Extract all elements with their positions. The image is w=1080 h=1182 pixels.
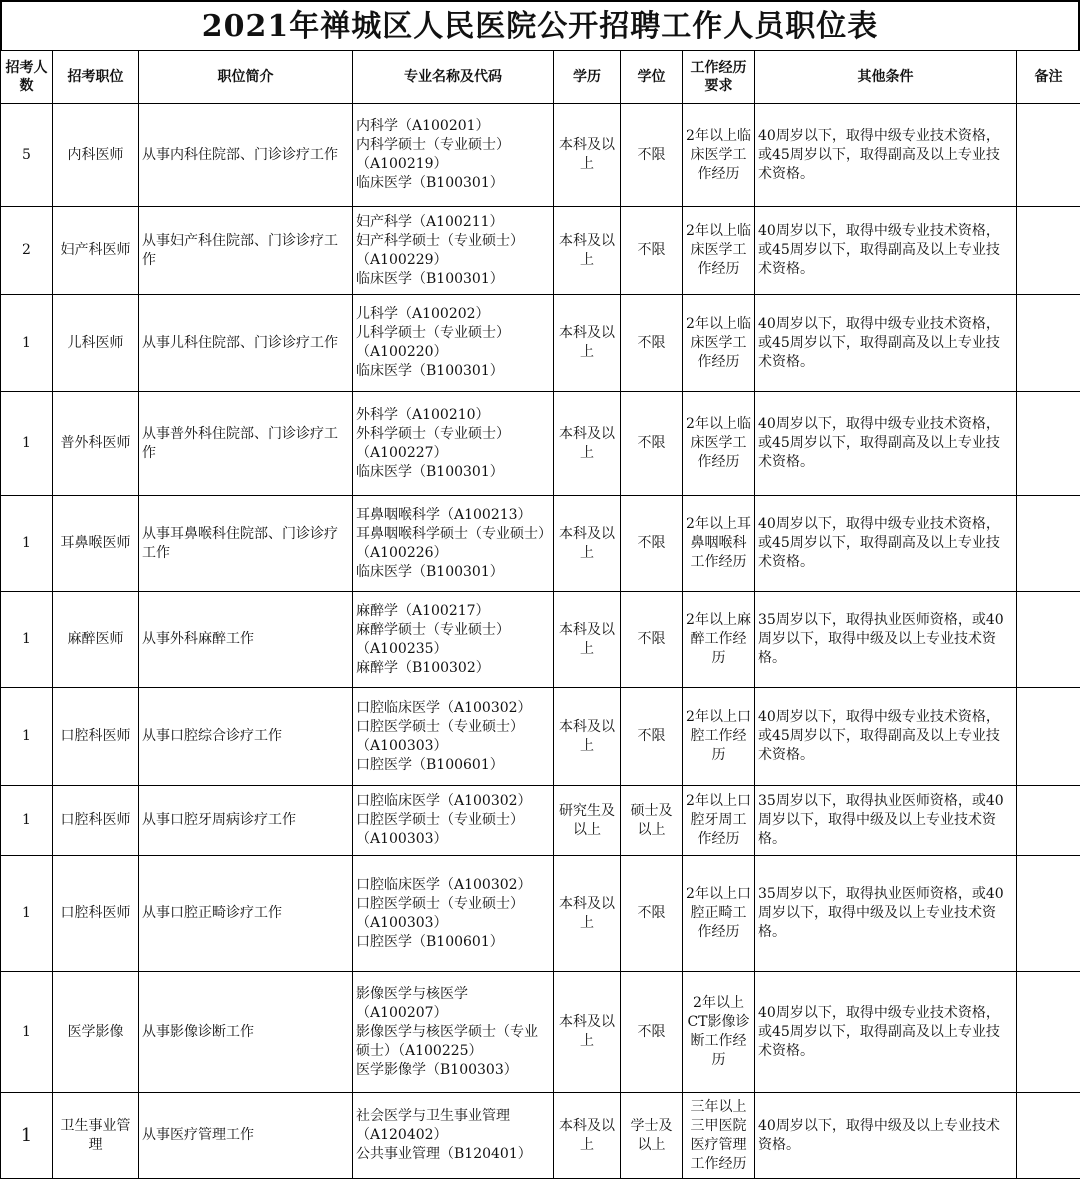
cell-count: 1 (1, 688, 53, 786)
cell-position: 耳鼻喉医师 (53, 496, 139, 592)
cell-major (353, 972, 554, 1093)
cell-degree: 学士及以上 (621, 1093, 683, 1179)
cell-remark (1017, 592, 1080, 688)
table-row (1, 786, 1080, 856)
cell-position: 卫生事业管理 (53, 1093, 139, 1179)
major-item: 口腔临床医学（A100302） (356, 793, 532, 809)
cell-count: 1 (1, 786, 53, 856)
table-row (1, 104, 1080, 207)
table-row (1, 295, 1080, 392)
cell-degree: 不限 (621, 295, 683, 392)
cell-remark (1017, 972, 1080, 1093)
major-item: 外科学硕士（专业硕士）（A100227） (356, 425, 510, 461)
major-item: 临床医学（B100301） (356, 270, 504, 287)
cell-position: 普外科医师 (53, 392, 139, 496)
page-title: 2021年禅城区人民医院公开招聘工作人员职位表 (0, 0, 1080, 50)
cell-remark (1017, 688, 1080, 786)
table-row (1, 592, 1080, 688)
cell-major (353, 688, 554, 786)
major-item: 口腔临床医学（A100302） (356, 699, 532, 716)
cell-desc: 从事儿科住院部、门诊诊疗工作 (139, 295, 353, 392)
cell-desc: 从事妇产科住院部、门诊诊疗工作 (139, 207, 353, 295)
table-row (1, 496, 1080, 592)
cell-other: 40周岁以下，取得中级专业技术资格，或45周岁以下，取得副高及以上专业技术资格。 (755, 207, 1017, 295)
cell-degree: 不限 (621, 688, 683, 786)
header-exp: 工作经历要求 (683, 51, 755, 104)
cell-major (353, 104, 554, 207)
header-position: 招考职位 (53, 51, 139, 104)
cell-exp: 2年以上耳鼻咽喉科工作经历 (683, 496, 755, 592)
header-desc: 职位简介 (139, 51, 353, 104)
cell-remark (1017, 856, 1080, 972)
cell-edu: 本科及以上 (554, 688, 621, 786)
cell-edu: 本科及以上 (554, 207, 621, 295)
cell-edu: 本科及以上 (554, 496, 621, 592)
cell-exp: 2年以上麻醉工作经历 (683, 592, 755, 688)
cell-major (353, 592, 554, 688)
major-item: 医学影像学（B100303） (356, 1061, 518, 1078)
table-row (1, 392, 1080, 496)
major-item: 口腔医学硕士（专业硕士）（A100303） (356, 812, 524, 847)
major-item: 临床医学（B100301） (356, 363, 504, 379)
cell-count: 1 (1, 496, 53, 592)
cell-remark (1017, 1093, 1080, 1179)
cell-exp: 2年以上临床医学工作经历 (683, 207, 755, 295)
header-count: 招考人数 (1, 51, 53, 104)
header-other: 其他条件 (755, 51, 1017, 104)
cell-other: 40周岁以下，取得中级专业技术资格，或45周岁以下，取得副高及以上专业技术资格。 (755, 496, 1017, 592)
major-item: 口腔医学（B100601） (356, 756, 504, 773)
cell-position: 麻醉医师 (53, 592, 139, 688)
cell-degree: 不限 (621, 392, 683, 496)
major-item: 口腔临床医学（A100302） (356, 876, 532, 893)
cell-major (353, 207, 554, 295)
cell-edu: 本科及以上 (554, 592, 621, 688)
major-item: 临床医学（B100301） (356, 175, 504, 191)
cell-edu: 本科及以上 (554, 392, 621, 496)
cell-exp: 三年以上三甲医院医疗管理工作经历 (683, 1093, 755, 1179)
cell-exp: 2年以上口腔正畸工作经历 (683, 856, 755, 972)
cell-remark (1017, 207, 1080, 295)
cell-desc: 从事耳鼻喉科住院部、门诊诊疗工作 (139, 496, 353, 592)
cell-major (353, 295, 554, 392)
major-item: 内科学硕士（专业硕士）（A100219） (356, 137, 510, 172)
cell-count: 1 (1, 392, 53, 496)
cell-other: 35周岁以下，取得执业医师资格，或40周岁以下，取得中级及以上专业技术资格。 (755, 786, 1017, 856)
cell-edu: 本科及以上 (554, 295, 621, 392)
cell-other: 35周岁以下，取得执业医师资格，或40周岁以下，取得中级及以上专业技术资格。 (755, 592, 1017, 688)
cell-remark (1017, 786, 1080, 856)
cell-desc: 从事影像诊断工作 (139, 972, 353, 1093)
header-major: 专业名称及代码 (353, 51, 554, 104)
cell-major (353, 1093, 554, 1179)
cell-position: 口腔科医师 (53, 856, 139, 972)
cell-degree: 不限 (621, 104, 683, 207)
cell-remark (1017, 392, 1080, 496)
cell-degree: 不限 (621, 592, 683, 688)
cell-exp: 2年以上CT影像诊断工作经历 (683, 972, 755, 1093)
major-item: 妇产科学硕士（专业硕士）（A100229） (356, 232, 524, 268)
major-item: 儿科学（A100202） (356, 306, 490, 322)
cell-count: 2 (1, 207, 53, 295)
major-item: 社会医学与卫生事业管理（A120402） (356, 1108, 510, 1143)
cell-desc: 从事外科麻醉工作 (139, 592, 353, 688)
major-item: 临床医学（B100301） (356, 563, 504, 580)
cell-count: 1 (1, 856, 53, 972)
cell-count: 1 (1, 295, 53, 392)
cell-position: 内科医师 (53, 104, 139, 207)
table-row (1, 1093, 1080, 1179)
major-item: 麻醉学（B100302） (356, 659, 490, 676)
header-remark: 备注 (1017, 51, 1080, 104)
table-header-row (1, 51, 1080, 104)
cell-edu: 本科及以上 (554, 1093, 621, 1179)
major-item: 耳鼻咽喉科学硕士（专业硕士）（A100226） (356, 525, 545, 561)
major-item: 外科学（A100210） (356, 406, 490, 423)
cell-other: 35周岁以下，取得执业医师资格，或40周岁以下，取得中级及以上专业技术资格。 (755, 856, 1017, 972)
major-item: 儿科学硕士（专业硕士）（A100220） (356, 325, 510, 360)
cell-exp: 2年以上临床医学工作经历 (683, 295, 755, 392)
positions-table (0, 50, 1080, 1179)
cell-major (353, 856, 554, 972)
cell-count: 1 (1, 592, 53, 688)
major-item: 临床医学（B100301） (356, 463, 504, 480)
cell-position: 口腔科医师 (53, 786, 139, 856)
cell-edu: 本科及以上 (554, 104, 621, 207)
cell-desc: 从事医疗管理工作 (139, 1093, 353, 1179)
cell-desc: 从事普外科住院部、门诊诊疗工作 (139, 392, 353, 496)
cell-desc: 从事口腔牙周病诊疗工作 (139, 786, 353, 856)
major-item: 口腔医学硕士（专业硕士）（A100303） (356, 718, 524, 754)
cell-major (353, 786, 554, 856)
major-item: 影像医学与核医学（A100207） (356, 985, 468, 1021)
cell-other: 40周岁以下，取得中级专业技术资格，或45周岁以下，取得副高及以上专业技术资格。 (755, 104, 1017, 207)
cell-position: 儿科医师 (53, 295, 139, 392)
cell-degree: 不限 (621, 207, 683, 295)
cell-exp: 2年以上口腔牙周工作经历 (683, 786, 755, 856)
cell-other: 40周岁以下，取得中级及以上专业技术资格。 (755, 1093, 1017, 1179)
major-item: 影像医学与核医学硕士（专业硕士）（A100225） (356, 1023, 538, 1059)
header-degree: 学位 (621, 51, 683, 104)
major-item: 内科学（A100201） (356, 118, 490, 134)
cell-position: 妇产科医师 (53, 207, 139, 295)
major-item: 口腔医学硕士（专业硕士）（A100303） (356, 895, 524, 931)
major-item: 麻醉学（A100217） (356, 602, 490, 619)
major-item: 妇产科学（A100211） (356, 213, 504, 230)
cell-remark (1017, 104, 1080, 207)
major-item: 麻醉学硕士（专业硕士）（A100235） (356, 621, 510, 657)
header-edu: 学历 (554, 51, 621, 104)
cell-degree: 不限 (621, 496, 683, 592)
cell-degree: 不限 (621, 972, 683, 1093)
major-item: 耳鼻咽喉科学（A100213） (356, 506, 532, 523)
cell-other: 40周岁以下，取得中级专业技术资格，或45周岁以下，取得副高及以上专业技术资格。 (755, 295, 1017, 392)
cell-remark (1017, 496, 1080, 592)
cell-desc: 从事口腔综合诊疗工作 (139, 688, 353, 786)
table-row (1, 972, 1080, 1093)
cell-desc: 从事内科住院部、门诊诊疗工作 (139, 104, 353, 207)
cell-other: 40周岁以下，取得中级专业技术资格，或45周岁以下，取得副高及以上专业技术资格。 (755, 392, 1017, 496)
cell-remark (1017, 295, 1080, 392)
table-row (1, 856, 1080, 972)
cell-degree: 不限 (621, 856, 683, 972)
cell-position: 口腔科医师 (53, 688, 139, 786)
table-row (1, 207, 1080, 295)
cell-edu: 研究生及以上 (554, 786, 621, 856)
major-item: 口腔医学（B100601） (356, 933, 504, 950)
cell-exp: 2年以上口腔工作经历 (683, 688, 755, 786)
cell-major (353, 392, 554, 496)
cell-major (353, 496, 554, 592)
cell-edu: 本科及以上 (554, 972, 621, 1093)
cell-degree: 硕士及以上 (621, 786, 683, 856)
cell-exp: 2年以上临床医学工作经历 (683, 392, 755, 496)
cell-other: 40周岁以下，取得中级专业技术资格，或45周岁以下，取得副高及以上专业技术资格。 (755, 688, 1017, 786)
cell-count: 1 (1, 1093, 53, 1179)
cell-edu: 本科及以上 (554, 856, 621, 972)
cell-desc: 从事口腔正畸诊疗工作 (139, 856, 353, 972)
cell-position: 医学影像 (53, 972, 139, 1093)
table-row (1, 688, 1080, 786)
cell-count: 1 (1, 972, 53, 1093)
cell-other: 40周岁以下，取得中级专业技术资格，或45周岁以下，取得副高及以上专业技术资格。 (755, 972, 1017, 1093)
cell-count: 5 (1, 104, 53, 207)
major-item: 公共事业管理（B120401） (356, 1146, 532, 1162)
cell-exp: 2年以上临床医学工作经历 (683, 104, 755, 207)
